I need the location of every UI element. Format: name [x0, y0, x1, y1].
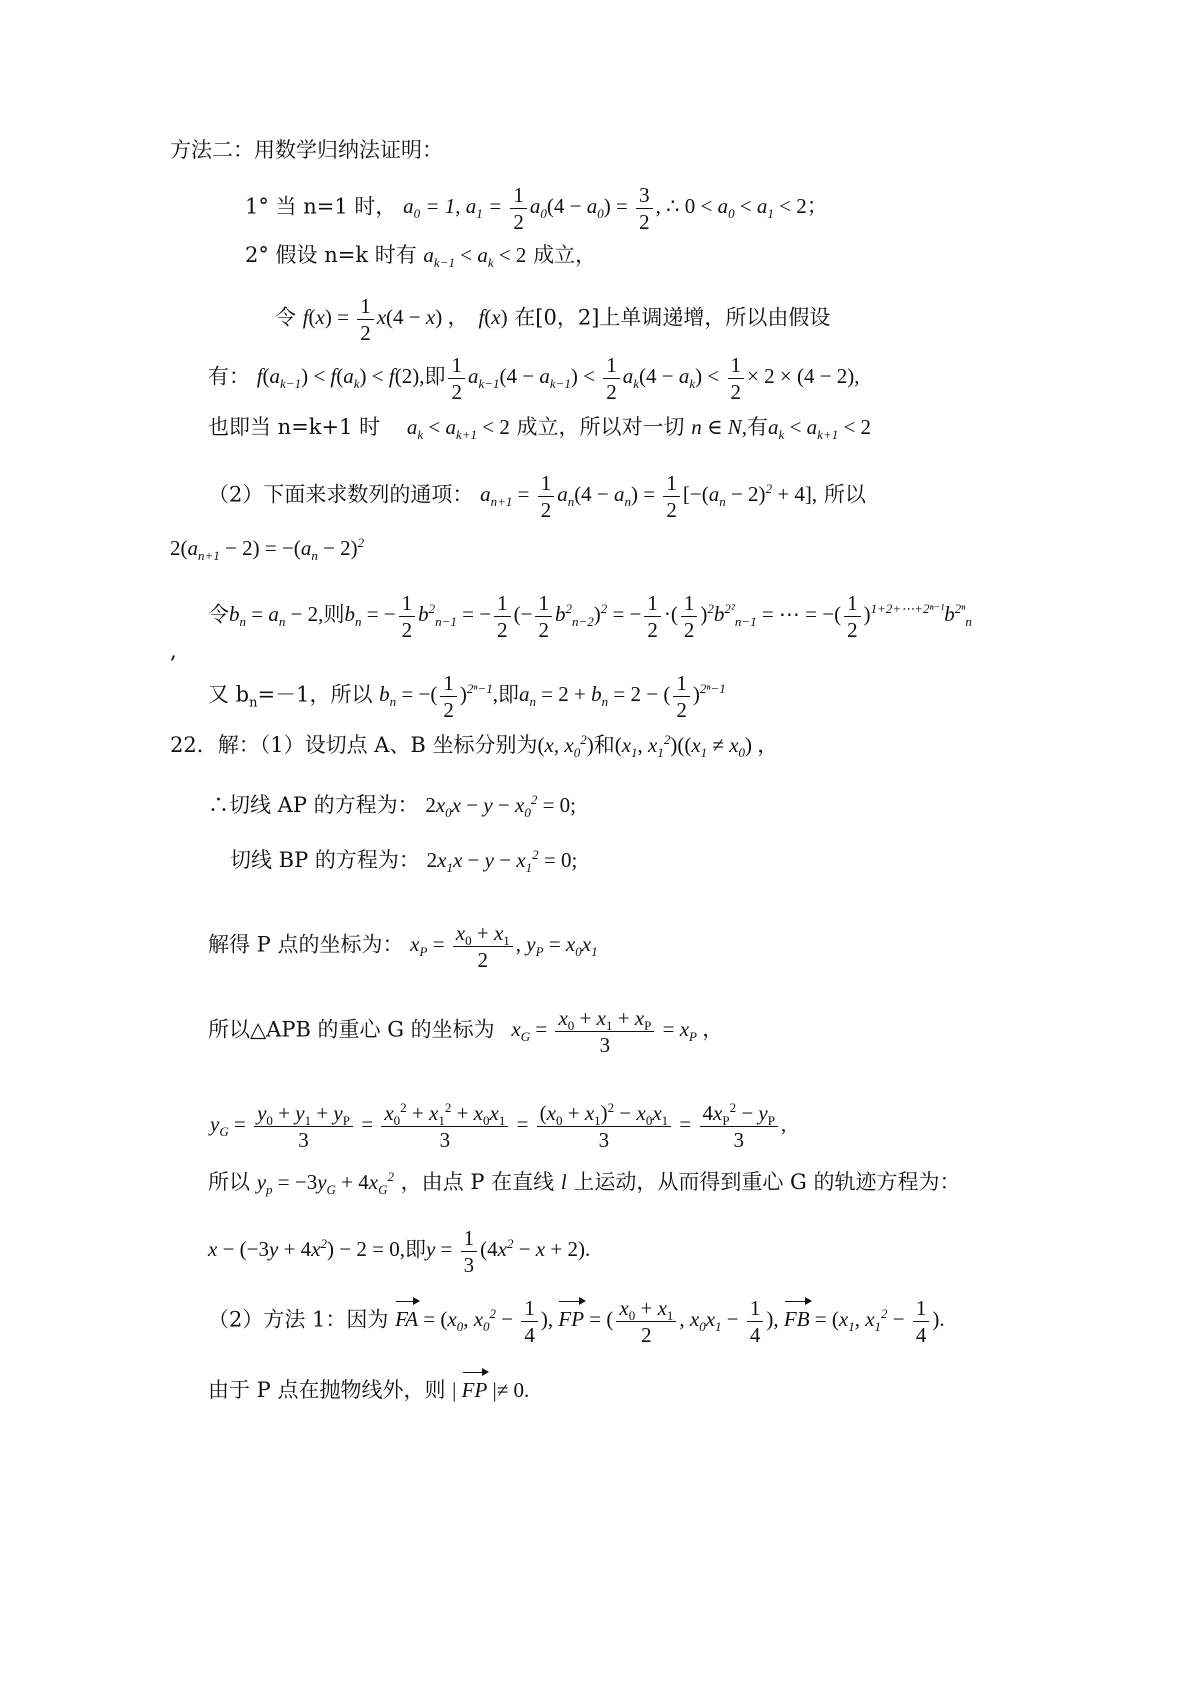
again-sub: n — [249, 695, 258, 711]
function-definition: f(x) = $\frac{1}{2}$ x(4 − x) ， f(x) — [302, 294, 508, 345]
then-word: 则 — [323, 602, 345, 627]
yp-formula: $y_p = -3y_G + 4x_G^2$ — [256, 1169, 394, 1198]
bn-result: $b_n$ = −( $\frac{1}{2}$ )$^{2^n-1}$, — [379, 671, 498, 722]
locus-result: y = $\frac{1}{3}$ $(4x^2 - x + 2)$. — [425, 1226, 591, 1277]
method1-label: （2）方法 1：因为 — [208, 1307, 389, 1332]
tangent-ap-label: ∴切线 AP 的方程为： — [208, 793, 419, 817]
bn-definition-line — [208, 590, 972, 643]
point-p-formula: $x_P$ = $\frac{x_0 + x_1}{2}$ , $y_P = x_0x_1$ — [410, 921, 598, 972]
centroid-label: 所以△APB 的重心 G 的坐标为 — [208, 1017, 495, 1042]
so-label: 所以 — [208, 1170, 250, 1194]
locus-equation: $x - (-3y + 4x^2) - 2 = 0$, — [208, 1236, 405, 1262]
recurrence-transformed — [170, 533, 364, 563]
centroid-x-formula: $x_G$ = $\frac{x_0 + x_1 + x_P}{3}$ = $x_P$ ， — [511, 1006, 724, 1057]
comma-line — [170, 636, 177, 666]
so-word: 所以 — [823, 482, 866, 507]
tangent-ap-formula: $2x_0x - y - x_0^2 = 0$; — [425, 792, 577, 821]
and-word: 和 — [593, 733, 615, 757]
step1-formula: $a_0 = 1$, $a_1$ = $\frac{1}{2}$ $a_0(4 - a_0)$ = $\frac{3}{2}$ , ∴ $0 < a_0 < a_1 < 2$； — [403, 183, 828, 234]
line-l: l — [560, 1170, 567, 1194]
has-word: 有 — [747, 415, 769, 439]
all-n-text: 成立，所以对一切 — [516, 415, 685, 439]
method2-heading-text: 方法二：用数学归纳法证明： — [170, 138, 443, 162]
locus-text: 上运动，从而得到重心 G 的轨迹方程为： — [573, 1170, 961, 1194]
centroid-y-line — [210, 1100, 786, 1153]
again-label: 又 b — [208, 682, 250, 707]
centroid-x-line — [208, 1005, 723, 1058]
monotone-text: 在[0，2]上单调递增，所以由假设 — [514, 305, 831, 330]
q22-heading-text: 22．解：（1）设切点 A、B 坐标分别为 — [170, 733, 538, 757]
bn-expansion: $b_n$ = − $\frac{1}{2}$ $b^2_{n-1}$ = − $\frac{1}{2}$ (− $\frac{1}{2}$ $b^2_{n-2})^2$ = − $\frac{1}{2}$ ·( $\frac{1}{2}$ )$^2b^{2^2}_{n-1}$ = ⋯ = −( $\frac{1}{2}$ )$^{1+2+\cdots+2^{n-1}}b^{2^n}_n$ — [344, 591, 972, 642]
induction-step1 — [245, 182, 828, 235]
bn-formula: $b_n = a_n - 2$, — [229, 602, 324, 630]
all-n-formula: n ∈ N, — [691, 415, 748, 439]
tangent-bp-line — [230, 845, 577, 875]
point-p-label: 解得 P 点的坐标为： — [208, 932, 404, 957]
outside-parabola-line — [208, 1375, 529, 1405]
sequence-term-line — [208, 470, 866, 523]
vectors-line — [208, 1295, 945, 1348]
conclusion-formula: $a_k < a_{k+1} < 2$ — [406, 415, 510, 443]
let-label: 令 — [275, 305, 296, 330]
ie-label: 即 — [424, 364, 446, 389]
step2-formula: $a_{k-1} < a_k < 2$ — [423, 243, 527, 271]
ie-locus: 即 — [404, 1237, 426, 1262]
conclusion-line — [208, 412, 871, 442]
again-mid: =－1，所以 — [257, 682, 373, 707]
method2-heading — [170, 135, 443, 165]
point-p-line — [208, 920, 598, 973]
fp-nonzero: | FP |≠ 0. — [452, 1378, 529, 1402]
induction-step2 — [245, 240, 596, 270]
inequality-f: $f(a_{k-1}) < f(a_k) < f(2)$, — [256, 364, 425, 392]
step1-label: 1° 当 n=1 时， — [245, 194, 397, 219]
tangent-bp-formula: $2x_1x - y - x_1^2 = 0$; — [426, 847, 578, 876]
point-a: (x, $x_0^2$) — [537, 732, 594, 761]
general-term-line — [208, 670, 726, 723]
let-bn-label: 令 — [208, 602, 229, 627]
locus-equation-line — [208, 1225, 590, 1278]
inequality-line — [208, 352, 860, 405]
inequality-expanded: $\frac{1}{2}$ $a_{k-1}(4 - a_{k-1})$ < $\frac{1}{2}$ $a_k(4 - a_k)$ < $\frac{1}{2}$ × 2 × (4 − 2), — [445, 364, 859, 388]
point-b: ($x_1$, $x_1^2)((x_1 \ne x_0)$ ， — [614, 732, 779, 761]
all-n-result: $a_k < a_{k+1} < 2$ — [768, 415, 872, 443]
comma: , — [170, 639, 177, 663]
an-result: $a_n = 2 + b_n = 2$ − ( $\frac{1}{2}$ )$^{2^n-1}$ — [518, 671, 726, 722]
let-function-line — [275, 293, 830, 346]
locus-intro-line — [208, 1167, 961, 1197]
step2-label: 2° 假设 n=k 时有 — [245, 243, 417, 267]
step2-suffix: 成立， — [533, 243, 597, 267]
vectors-formula: FA = ($x_0$, $x_0^2$ − $\frac{1}{4}$ ), FP = ( $\frac{x_0 + x_1}{2}$ , $x_0x_1$ − $\frac{1}{4}$ ), FB = ($x_1$, $x_1^2$ − $\frac{1}{4}$ ). — [395, 1296, 945, 1347]
also-label: 也即当 n=k+1 时 — [208, 415, 381, 439]
recurrence-transformed-formula: $2(a_{n+1} - 2) = -(a_n - 2)^2$ — [170, 535, 365, 564]
tangent-ap-line — [208, 790, 576, 820]
outside-label: 由于 P 点在抛物线外，则 — [208, 1378, 446, 1402]
sequence-prefix: （2）下面来求数列的通项： — [208, 482, 474, 507]
tangent-bp-label: 切线 BP 的方程为： — [230, 848, 420, 872]
ie-word: 即 — [497, 682, 519, 707]
has-label: 有： — [208, 364, 250, 389]
point-p-on-line: ，由点 P 在直线 — [400, 1170, 555, 1194]
centroid-y-formula: $y_G$ = $\frac{y_0 + y_1 + y_P}{3}$ = $\frac{x_0^2 + x_1^2 + x_0x_1}{3}$ = $\frac{(x_0 + x_1)^2 - x_0x_1}{3}$ = $\frac{4x_P^2 - y_P}{3}$ , — [210, 1100, 787, 1152]
recurrence-formula: $a_{n+1}$ = $\frac{1}{2}$ $a_n(4 - a_n)$ = $\frac{1}{2}$ $[-(a_n - 2)^2 + 4]$, — [480, 471, 818, 522]
q22-heading — [170, 730, 778, 760]
